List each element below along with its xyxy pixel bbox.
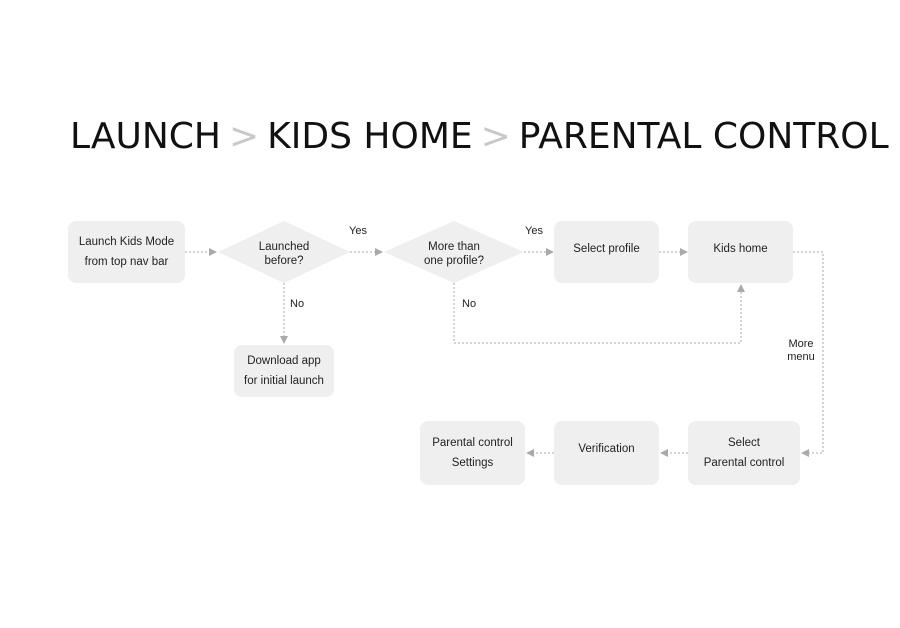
node-text: one profile? (423, 255, 485, 267)
edge-label-yes: Yes (525, 225, 543, 237)
node-text: Settings (451, 457, 494, 469)
node-verification (554, 421, 659, 485)
node-text: Kids home (713, 243, 768, 255)
node-text: Launch Kids Mode (78, 236, 175, 248)
edge-label-text: More (788, 338, 814, 350)
node-kids-home (688, 221, 793, 283)
breadcrumb-launch: LAUNCH (70, 116, 221, 157)
node-text: Verification (578, 443, 635, 455)
breadcrumb-separator: > (229, 116, 260, 157)
breadcrumb-parental-control: PARENTAL CONTROL (518, 116, 889, 157)
node-text: before? (264, 255, 304, 267)
node-text: Download app (247, 355, 321, 367)
breadcrumb-kids-home: KIDS HOME (267, 116, 473, 157)
node-parental-control-settings (420, 421, 525, 485)
node-download-app (234, 345, 334, 397)
node-text: Select (728, 437, 760, 449)
node-text: Launched (258, 241, 310, 253)
node-text: Parental control (703, 457, 785, 469)
node-text: More than (428, 241, 480, 253)
node-text: Parental control (432, 437, 513, 449)
edge-label-text: menu (787, 351, 815, 363)
node-text: for initial launch (244, 375, 324, 387)
edge-label-yes: Yes (349, 225, 367, 237)
edge-label-no: No (290, 298, 305, 310)
node-text: Select profile (573, 243, 640, 255)
edge-more-profiles-no (454, 283, 741, 343)
node-text: from top nav bar (84, 256, 169, 268)
decision-launched-before (234, 240, 334, 268)
edge-label-no: No (462, 298, 477, 310)
breadcrumb-separator: > (480, 116, 511, 157)
node-select-parental-control (688, 421, 800, 485)
decision-more-than-one-profile (399, 240, 509, 268)
node-select-profile (554, 221, 659, 283)
node-launch-kids-mode (68, 221, 185, 283)
edge-label-more-menu (786, 338, 816, 364)
